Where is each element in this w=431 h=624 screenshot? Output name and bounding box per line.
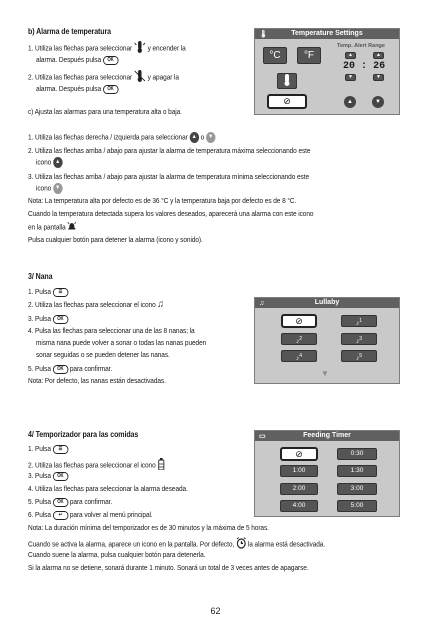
- section-4-line-4: 4. Utiliza las flechas para seleccionar la alarma deseada.: [28, 484, 188, 493]
- page-number: 62: [210, 606, 221, 616]
- line-text: 3. Pulsa: [28, 471, 51, 480]
- line-text: 1. Utiliza las flechas para seleccionar: [28, 43, 133, 53]
- scroll-down-arrow-icon[interactable]: ▼: [321, 369, 329, 378]
- section-c-step-3: 3. Utiliza las flechas arriba / abajo para ajustar la alarma de temperatura mínima seleccionando este: [28, 172, 309, 181]
- timer-button-1-30[interactable]: 1:30: [337, 465, 377, 477]
- low-temp-icon: ▼: [206, 132, 215, 143]
- panel-header: [255, 431, 399, 441]
- line-text: y encender la: [147, 43, 186, 53]
- lullaby-off-button[interactable]: ⊘: [281, 314, 317, 328]
- high-temp-icon: ▲: [189, 132, 198, 143]
- line-text: 5. Pulsa: [28, 364, 51, 373]
- lullaby-number: 2: [299, 336, 303, 342]
- timer-button-4-00[interactable]: 4:00: [280, 500, 318, 512]
- section-c-para-2: [28, 221, 76, 234]
- section-c-note: Nota: La temperatura alta por defecto es de 36 °C y la temperatura baja por defecto es de 8 °C.: [28, 196, 297, 205]
- section-3-line-5: [28, 364, 112, 374]
- line-text: 2. Utiliza las flechas para seleccionar el icono: [28, 460, 156, 470]
- timer-button-2-00[interactable]: 2:00: [280, 483, 318, 495]
- section-3-line-2: [28, 300, 164, 310]
- line-text: alarma. Después pulsa: [36, 84, 101, 93]
- panel-header: [255, 29, 399, 39]
- line-text: para confirmar.: [69, 497, 113, 506]
- section-3-line-3: [28, 314, 68, 324]
- high-temp-value: 26: [373, 61, 386, 72]
- music-note-icon: ♫: [157, 299, 164, 310]
- lullaby-panel: [254, 297, 400, 384]
- disable-alarm-button[interactable]: ⊘: [267, 94, 307, 109]
- section-c-line: c) Ajusta las alarmas para una temperatura alta o baja.: [28, 107, 182, 116]
- section-3-line-4c: sonar seguidas o se pueden detener las nanas.: [36, 350, 170, 359]
- low-up-arrow-button[interactable]: ▲: [345, 52, 356, 59]
- section-3-heading: 3/ Nana: [28, 272, 53, 281]
- line-text: 2. Utiliza las flechas para seleccionar: [28, 72, 133, 82]
- ok-button-icon: OK: [53, 315, 68, 324]
- timer-button-1-00[interactable]: 1:00: [280, 465, 318, 477]
- temp-range-readout: [343, 61, 385, 72]
- line-text: y apagar la: [147, 72, 179, 82]
- section-4-line-6: [28, 510, 153, 520]
- note-icon: ♪: [355, 320, 360, 328]
- section-4-line-1: [28, 444, 68, 454]
- thermometer-alarm-off-icon: [134, 70, 146, 85]
- section-3-line-4a: 4. Pulsa las flechas para seleccionar una de las 8 nanas; la: [28, 326, 195, 335]
- line-text: 1. Pulsa: [28, 287, 51, 296]
- high-temp-icon: ▲: [53, 157, 62, 168]
- line-text: para confirmar.: [69, 364, 113, 373]
- line-text: o: [200, 132, 205, 142]
- section-c-step-2: 2. Utiliza las flechas arriba / abajo para ajustar la alarma de temperatura máxima seleccionando este: [28, 146, 311, 155]
- line-text: Cuando se activa la alarma, aparece un icono en la pantalla. Por defecto,: [28, 539, 235, 549]
- line-text: para volver al menú principal.: [69, 510, 153, 519]
- low-temp-icon: ▼: [53, 183, 62, 194]
- ok-button-icon: OK: [103, 85, 118, 94]
- section-4-line-3: [28, 471, 68, 481]
- high-up-arrow-button[interactable]: ▲: [373, 52, 384, 59]
- menu-button-icon: ☰: [53, 288, 68, 297]
- line-text: 3. Pulsa: [28, 314, 51, 323]
- lullaby-number: 3: [359, 336, 363, 342]
- ok-button-icon: OK: [53, 498, 68, 507]
- lullaby-number: 4: [299, 353, 303, 359]
- section-3-note: Nota: Por defecto, las nanas están desactivadas.: [28, 376, 166, 385]
- line-text: icono: [36, 157, 52, 167]
- line-text: 1. Utiliza las flechas derecha / izquierda para seleccionar: [28, 132, 188, 142]
- line-text: icono: [36, 183, 52, 193]
- temperature-settings-panel: [254, 28, 400, 115]
- feeding-bottle-icon: ▭: [259, 433, 266, 440]
- lullaby-button-5[interactable]: [341, 350, 377, 362]
- section-b-line-2: [36, 55, 118, 65]
- lullaby-button-3[interactable]: [341, 333, 377, 345]
- line-text: 1. Pulsa: [28, 444, 51, 453]
- note-icon: ♪: [295, 355, 300, 363]
- note-icon: ♪: [355, 338, 360, 346]
- panel-title: Lullaby: [314, 299, 340, 306]
- section-c-para-3: Pulsa cualquier botón para detener la alarma (icono y sonido).: [28, 235, 203, 244]
- ok-button-icon: OK: [53, 472, 68, 481]
- alarm-bell-icon: [67, 221, 76, 234]
- low-temp-value: 20: [343, 61, 356, 72]
- section-c-step-1: [28, 132, 215, 143]
- thermometer-icon: 🌡: [259, 31, 268, 38]
- timer-button-5-00[interactable]: 5:00: [337, 500, 377, 512]
- section-b-line-3: [28, 70, 179, 85]
- section-c-step-2b: [36, 157, 62, 168]
- line-text: alarma. Después pulsa: [36, 55, 101, 64]
- section-b-line-1: [28, 41, 186, 56]
- lullaby-button-4[interactable]: [281, 350, 317, 362]
- panel-title: Feeding Timer: [303, 432, 351, 439]
- section-3-line-4b: misma nana puede volver a sonar o todas las nanas pueden: [36, 338, 207, 347]
- alarm-toggle-thermometer-button[interactable]: [277, 73, 297, 89]
- temp-alert-range-label: Temp. Alert Range: [337, 43, 385, 49]
- feeding-bottle-icon: [157, 458, 166, 473]
- section-c-step-3b: [36, 183, 62, 194]
- fahrenheit-button[interactable]: °F: [297, 47, 321, 64]
- line-text: la alarma está desactivada.: [247, 539, 326, 549]
- section-4-heading: 4/ Temporizador para las comidas: [28, 430, 139, 439]
- timer-off-button[interactable]: ⊘: [280, 447, 318, 461]
- section-b-heading: b) Alarma de temperatura: [28, 27, 111, 36]
- timer-button-0-30[interactable]: 0:30: [337, 448, 377, 460]
- section-b-line-4: [36, 84, 118, 94]
- section-4-para-3: Si la alarma no se detiene, sonará durante 1 minuto. Sonará un total de 3 veces antes de apagarse.: [28, 563, 309, 572]
- lullaby-number: 5: [359, 353, 363, 359]
- high-down-arrow-button[interactable]: ▼: [373, 74, 384, 81]
- section-4-para-2: Cuando suene la alarma, pulsa cualquier botón para detenerla.: [28, 550, 206, 559]
- panel-header: [255, 298, 399, 308]
- note-icon: ♪: [355, 355, 360, 363]
- line-text: 5. Pulsa: [28, 497, 51, 506]
- feeding-timer-panel: [254, 430, 400, 517]
- note-icon: ♪: [295, 338, 300, 346]
- music-note-icon: ♫: [259, 300, 265, 307]
- ok-button-icon: OK: [53, 365, 68, 374]
- panel-title: Temperature Settings: [291, 30, 363, 37]
- ok-button-icon: OK: [103, 56, 118, 65]
- thermometer-alarm-on-icon: [134, 41, 146, 56]
- line-text: en la pantalla: [28, 222, 66, 232]
- low-down-arrow-button[interactable]: ▼: [345, 74, 356, 81]
- section-4-note: Nota: La duración mínima del temporizador es de 30 minutos y la máxima de 5 horas.: [28, 523, 269, 532]
- section-4-line-5: [28, 497, 112, 507]
- line-text: 6. Pulsa: [28, 510, 51, 519]
- range-separator: :: [361, 61, 368, 72]
- line-text: 2. Utiliza las flechas para seleccionar el icono: [28, 300, 156, 309]
- timer-button-3-00[interactable]: 3:00: [337, 483, 377, 495]
- high-temp-alarm-icon[interactable]: ▲: [344, 96, 356, 108]
- alarm-clock-icon: [236, 537, 246, 552]
- back-button-icon: ↩: [53, 511, 68, 520]
- menu-button-icon: ☰: [53, 445, 68, 454]
- section-c-para-1: Cuando la temperatura detectada supera los valores deseados, aparecerá una alarma con este icono: [28, 209, 314, 218]
- low-temp-alarm-icon[interactable]: ▼: [372, 96, 384, 108]
- lullaby-number: 1: [359, 318, 363, 324]
- celsius-button[interactable]: °C: [263, 47, 287, 64]
- lullaby-button-1[interactable]: [341, 315, 377, 327]
- lullaby-button-2[interactable]: [281, 333, 317, 345]
- section-3-line-1: [28, 287, 68, 297]
